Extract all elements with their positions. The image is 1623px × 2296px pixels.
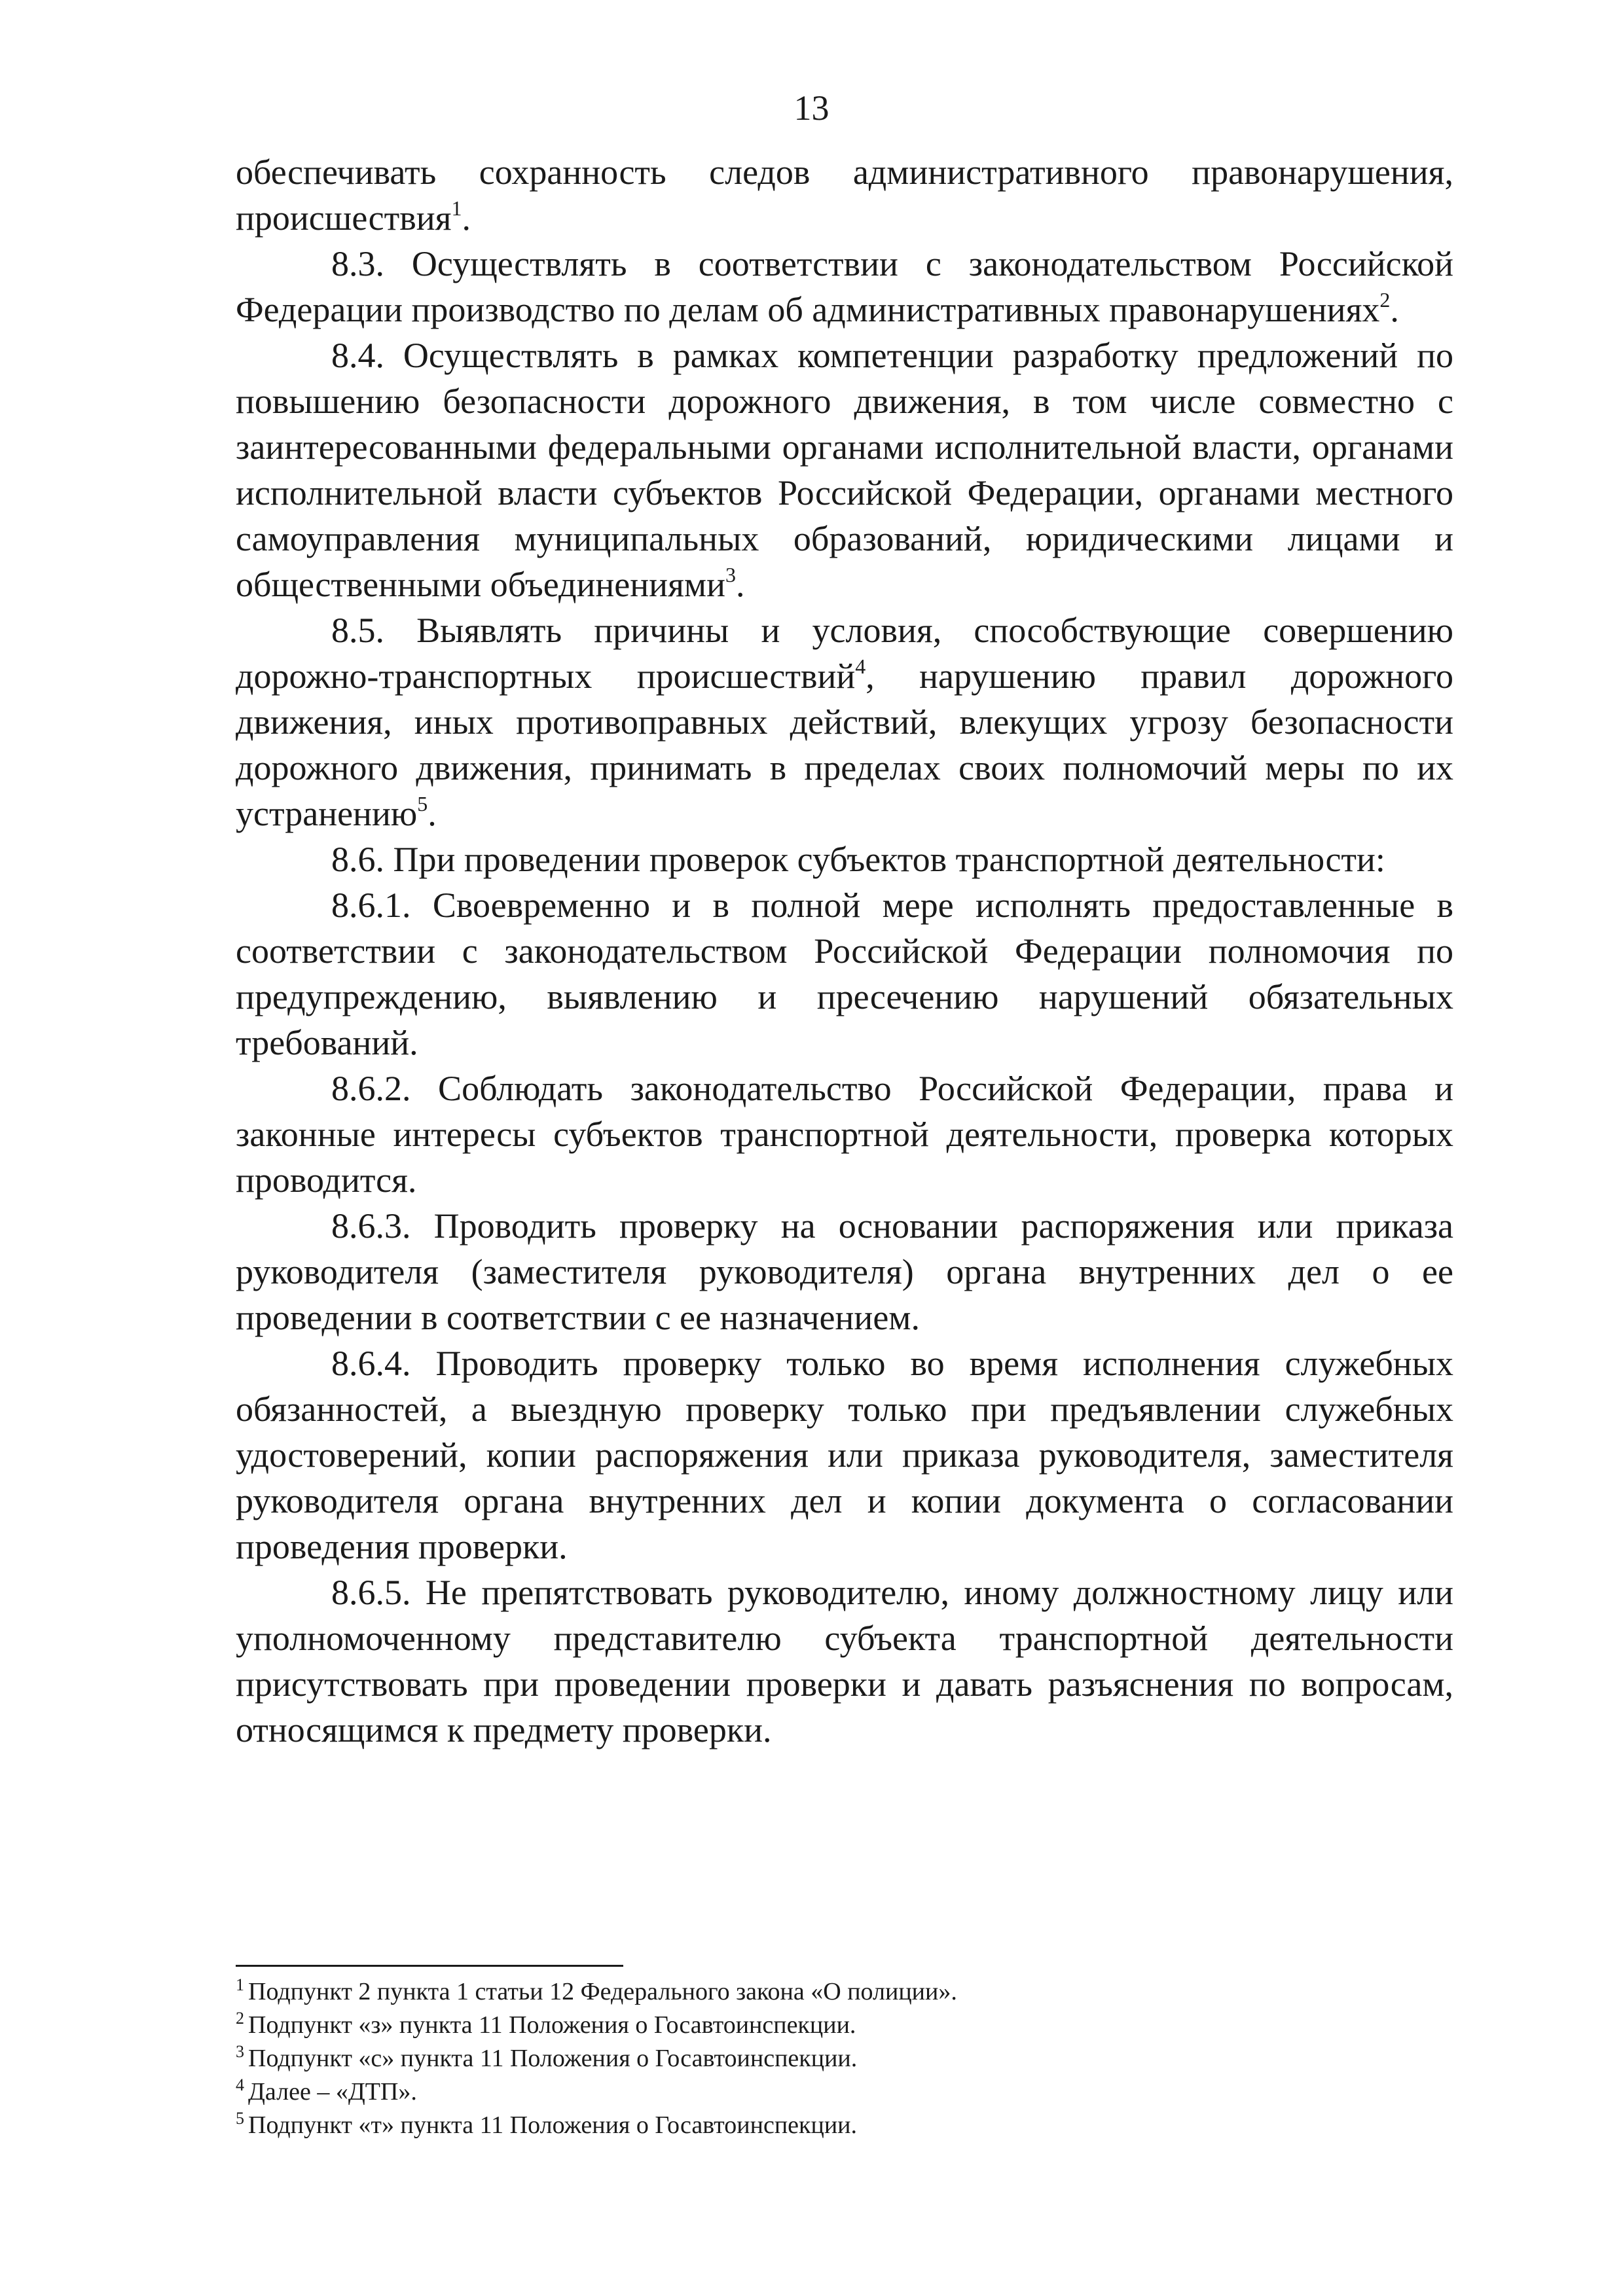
paragraph-8-6-5: 8.6.5. Не препятствовать руководителю, иному должностному лицу или уполномоченному представителю субъекта транспортной деятельности присутствовать при проведении проверки и давать разъяснения по вопросам, относящимся к предмету проверки. bbox=[236, 1573, 1453, 1749]
footnote-text: Подпункт «с» пункта 11 Положения о Госавтоинспекции. bbox=[248, 2045, 858, 2072]
footnote-mark: 4 bbox=[236, 2075, 244, 2094]
footnote-4 bbox=[236, 2075, 1453, 2109]
footnotes bbox=[236, 1975, 1453, 2142]
paragraph-text: 8.3. Осуществлять в соответствии с законодательством Российской Федерации производство по делам об административных правонарушениях bbox=[236, 244, 1453, 329]
footnote-separator bbox=[236, 1965, 623, 1967]
paragraph-text: , нарушению правил дорожного движения, иных противоправных действий, влекущих угрозу безопасности дорожного движения, принимать в пределах своих полномочий меры по их устранению bbox=[236, 656, 1453, 833]
paragraph-tail: . bbox=[428, 794, 437, 833]
footnote-mark: 3 bbox=[236, 2042, 244, 2061]
paragraph-8-6-3: 8.6.3. Проводить проверку на основании распоряжения или приказа руководителя (заместителя руководителя) органа внутренних дел о ее проведении в соответствии с ее назначением. bbox=[236, 1206, 1453, 1337]
paragraph-8-3 bbox=[236, 241, 1453, 332]
paragraph-8-6-1: 8.6.1. Своевременно и в полной мере исполнять предоставленные в соответствии с законодательством Российской Федерации полномочия по предупреждению, выявлению и пресечению нарушений обязательных требований. bbox=[236, 886, 1453, 1062]
footnote-text: Далее – «ДТП». bbox=[248, 2078, 417, 2106]
footnote-mark: 2 bbox=[236, 2009, 244, 2028]
footnote-ref: 4 bbox=[855, 655, 866, 678]
footnote-ref: 5 bbox=[417, 792, 428, 816]
paragraph-8-6-2: 8.6.2. Соблюдать законодательство Российской Федерации, права и законные интересы субъектов транспортной деятельности, проверка которых проводится. bbox=[236, 1069, 1453, 1200]
footnote-text: Подпункт 2 пункта 1 статьи 12 Федерального закона «О полиции». bbox=[248, 1978, 957, 2005]
paragraph-text: 8.5. Выявлять причины и условия, способствующие совершению дорожно-транспортных происшествий bbox=[236, 611, 1453, 696]
footnote-3 bbox=[236, 2042, 1453, 2075]
footnote-mark: 1 bbox=[236, 1975, 244, 1994]
body-text bbox=[236, 149, 1453, 1753]
footnote-2 bbox=[236, 2009, 1453, 2042]
paragraph-continuation bbox=[236, 149, 1453, 241]
footnote-5 bbox=[236, 2109, 1453, 2142]
paragraph-tail: . bbox=[462, 198, 471, 238]
paragraph-8-4 bbox=[236, 332, 1453, 607]
footnote-text: Подпункт «з» пункта 11 Положения о Госавтоинспекции. bbox=[248, 2011, 856, 2039]
paragraph-8-6-4: 8.6.4. Проводить проверку только во время исполнения служебных обязанностей, а выездную проверку только при предъявлении служебных удостоверений, копии распоряжения или приказа руководителя, заместителя руководителя органа внутренних дел и копии документа о согласовании проведения проверки. bbox=[236, 1344, 1453, 1566]
paragraph-text: обеспечивать сохранность следов административного правонарушения, происшествия bbox=[236, 152, 1453, 238]
footnote-1 bbox=[236, 1975, 1453, 2009]
footnote-ref: 2 bbox=[1379, 288, 1391, 312]
footnote-ref: 1 bbox=[451, 196, 462, 220]
paragraph-tail: . bbox=[735, 565, 745, 604]
paragraph-tail: . bbox=[1390, 290, 1399, 329]
footnote-text: Подпункт «т» пункта 11 Положения о Госавтоинспекции. bbox=[248, 2111, 857, 2139]
paragraph-text: 8.4. Осуществлять в рамках компетенции разработку предложений по повышению безопасности дорожного движения, в том числе совместно с заинтересованными федеральными органами исполнительной власти, органами исполнительной власти субъектов Российской Федерации, органами местного самоуправления муниципальных образований, юридическими лицами и общественными объединениями bbox=[236, 336, 1453, 604]
footnote-ref: 3 bbox=[725, 563, 736, 586]
paragraph-8-5 bbox=[236, 607, 1453, 836]
footnote-mark: 5 bbox=[236, 2109, 244, 2128]
paragraph-8-6: 8.6. При проведении проверок субъектов транспортной деятельности: bbox=[331, 840, 1385, 879]
page-number: 13 bbox=[793, 88, 830, 128]
